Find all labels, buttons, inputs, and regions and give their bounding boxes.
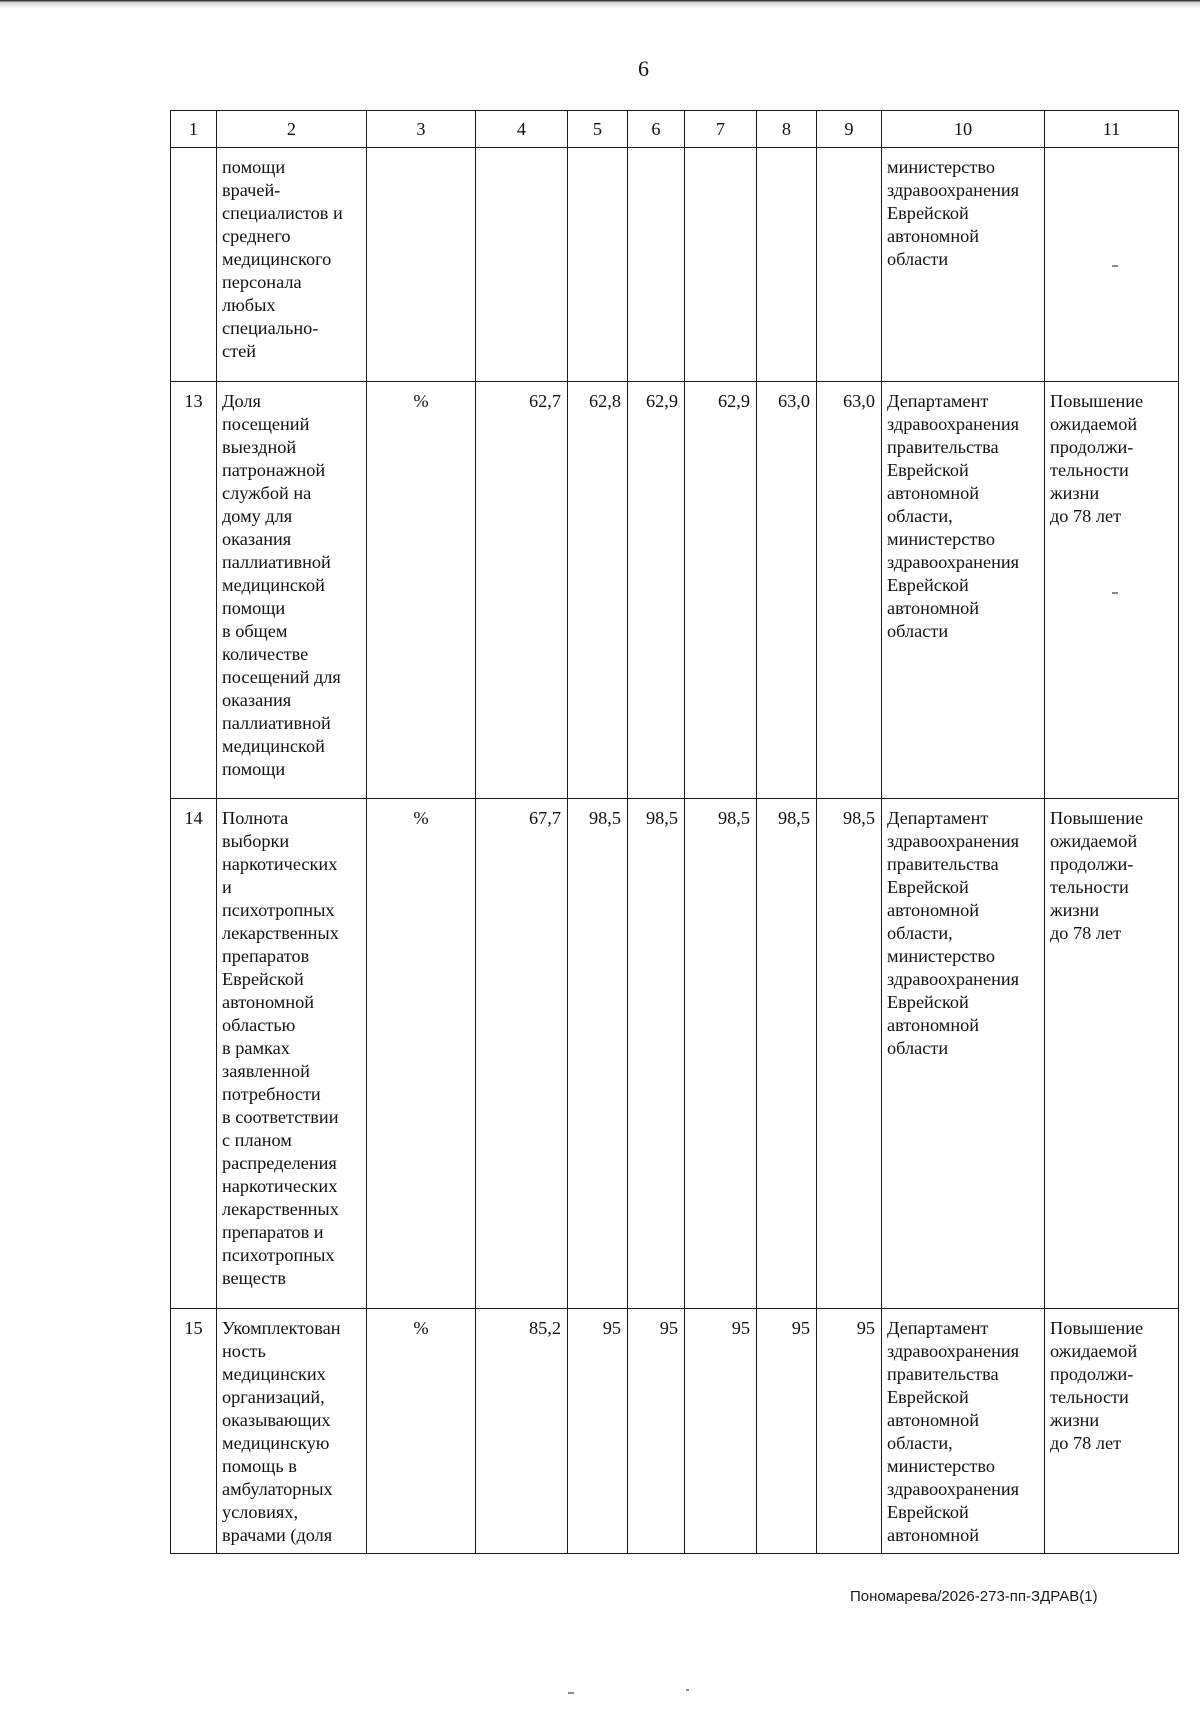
value-col-5: 62,8 bbox=[568, 382, 628, 799]
table-row bbox=[171, 1309, 1179, 1554]
value-col-8: 98,5 bbox=[757, 799, 817, 1309]
header-col-5: 5 bbox=[568, 111, 628, 148]
value-col-9: 95 bbox=[817, 1309, 882, 1554]
indicator-name: Доля посещений выездной патронажной службой на дому для оказания паллиативной медицинской помощи в общем количестве посещений для оказания паллиативной медицинской помощи bbox=[217, 382, 367, 799]
row-number bbox=[171, 148, 217, 382]
document-reference: Пономарева/2026-273-пп-ЗДРАВ(1) bbox=[850, 1588, 1098, 1605]
goal-link: Повышение ожидаемой продолжи- тельности жизни до 78 лет bbox=[1045, 1309, 1179, 1554]
unit: % bbox=[367, 1309, 476, 1554]
value-col-5 bbox=[568, 148, 628, 382]
row-number: 13 bbox=[171, 382, 217, 799]
responsible-executor: Департамент здравоохранения правительства Еврейской автономной области, министерство здравоохранения Еврейской автономной bbox=[882, 1309, 1045, 1554]
value-col-4: 85,2 bbox=[476, 1309, 568, 1554]
value-col-8 bbox=[757, 148, 817, 382]
table-row bbox=[171, 148, 1179, 382]
value-col-9 bbox=[817, 148, 882, 382]
indicator-name: помощи врачей- специалистов и среднего медицинского персонала любых специально- стей bbox=[217, 148, 367, 382]
value-col-7: 95 bbox=[685, 1309, 757, 1554]
value-col-9: 63,0 bbox=[817, 382, 882, 799]
row-number: 15 bbox=[171, 1309, 217, 1554]
scan-speck bbox=[686, 1689, 689, 1691]
value-col-4 bbox=[476, 148, 568, 382]
value-col-6: 95 bbox=[628, 1309, 685, 1554]
scan-speck bbox=[568, 1692, 574, 1694]
responsible-executor: Департамент здравоохранения правительства Еврейской автономной области, министерство здравоохранения Еврейской автономной области bbox=[882, 382, 1045, 799]
responsible-executor: Департамент здравоохранения правительства Еврейской автономной области, министерство здравоохранения Еврейской автономной области bbox=[882, 799, 1045, 1309]
header-col-7: 7 bbox=[685, 111, 757, 148]
indicator-name: Полнота выборки наркотических и психотропных лекарственных препаратов Еврейской автономной областью в рамках заявленной потребности в соответствии с планом распределения наркотических лекарственных препаратов и психотропных веществ bbox=[217, 799, 367, 1309]
goal-link: Повышение ожидаемой продолжи- тельности жизни до 78 лет bbox=[1045, 799, 1179, 1309]
header-col-11: 11 bbox=[1045, 111, 1179, 148]
scan-speck bbox=[1112, 265, 1118, 267]
unit: % bbox=[367, 382, 476, 799]
header-col-10: 10 bbox=[882, 111, 1045, 148]
value-col-7: 98,5 bbox=[685, 799, 757, 1309]
value-col-8: 95 bbox=[757, 1309, 817, 1554]
responsible-executor: министерство здравоохранения Еврейской автономной области bbox=[882, 148, 1045, 382]
indicators-table bbox=[170, 110, 1179, 1554]
header-col-8: 8 bbox=[757, 111, 817, 148]
unit: % bbox=[367, 799, 476, 1309]
value-col-6 bbox=[628, 148, 685, 382]
table-header bbox=[171, 111, 1179, 148]
value-col-6: 98,5 bbox=[628, 799, 685, 1309]
page-number: 6 bbox=[638, 56, 649, 81]
goal-link: Повышение ожидаемой продолжи- тельности жизни до 78 лет bbox=[1045, 382, 1179, 799]
header-col-4: 4 bbox=[476, 111, 568, 148]
header-col-1: 1 bbox=[171, 111, 217, 148]
value-col-5: 95 bbox=[568, 1309, 628, 1554]
value-col-9: 98,5 bbox=[817, 799, 882, 1309]
value-col-7: 62,9 bbox=[685, 382, 757, 799]
scan-speck bbox=[1112, 592, 1118, 594]
header-row bbox=[171, 111, 1179, 148]
value-col-6: 62,9 bbox=[628, 382, 685, 799]
row-number: 14 bbox=[171, 799, 217, 1309]
value-col-7 bbox=[685, 148, 757, 382]
header-col-6: 6 bbox=[628, 111, 685, 148]
value-col-8: 63,0 bbox=[757, 382, 817, 799]
table-row bbox=[171, 382, 1179, 799]
header-col-9: 9 bbox=[817, 111, 882, 148]
indicator-name: Укомплектован ность медицинских организаций, оказывающих медицинскую помощь в амбулаторных условиях, врачами (доля bbox=[217, 1309, 367, 1554]
value-col-4: 62,7 bbox=[476, 382, 568, 799]
header-col-2: 2 bbox=[217, 111, 367, 148]
scan-edge bbox=[0, 0, 1200, 8]
value-col-4: 67,7 bbox=[476, 799, 568, 1309]
value-col-5: 98,5 bbox=[568, 799, 628, 1309]
table-row bbox=[171, 799, 1179, 1309]
header-col-3: 3 bbox=[367, 111, 476, 148]
unit bbox=[367, 148, 476, 382]
